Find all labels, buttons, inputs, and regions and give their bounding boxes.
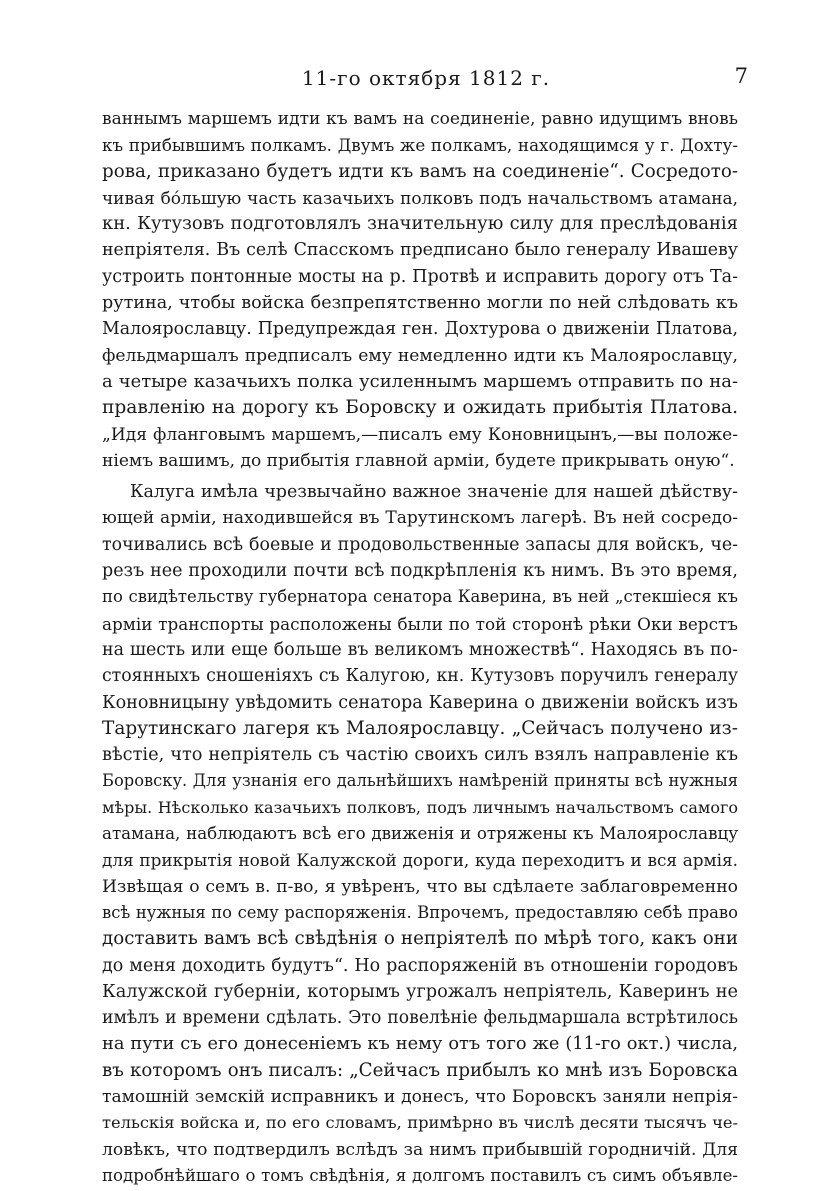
text-line: къ прибывшимъ полкамъ. Двумъ же полкамъ, находящимся у г. Дохту- [102, 135, 738, 156]
text-line: Малоярославцу. Предупреждая ген. Дохтурова о движеніи Платова, [102, 319, 738, 340]
text-line: до меня доходить будутъ“. Но распоряженій въ отношеніи городовъ [102, 955, 738, 976]
text-line: атамана, наблюдаютъ всѣ его движенія и отряжены къ Малоярославцу [102, 824, 738, 844]
text-line: доставить вамъ всѣ свѣдѣнія о непріятелѣ по мѣрѣ того, какъ они [102, 928, 738, 950]
body-text [102, 106, 738, 1189]
text-line: Извѣщая о семъ в. п-во, я увѣренъ, что вы сдѣлаете заблаговременно [102, 876, 738, 897]
text-line: ющей арміи, находившейся въ Тарутинскомъ лагерѣ. Въ ней сосредо- [102, 508, 738, 529]
text-line: фельдмаршалъ предписалъ ему немедленно идти къ Малоярославцу, [102, 345, 738, 366]
text-line: тельскія войска и, по его словамъ, примѣрно въ числѣ десяти тысячъ че- [102, 1113, 738, 1133]
text-line: Боровску. Для узнанія его дальнѣйшихъ намѣреній приняты всѣ нужныя [102, 771, 738, 791]
text-line: ловѣкъ, что подтвердилъ вслѣдъ за нимъ прибывшій городничій. Для [102, 1139, 738, 1160]
text-line: точивались всѣ боевые и продовольственные запасы для войскъ, че- [102, 534, 738, 555]
text-line: по свидѣтельству губернатора сенатора Каверина, въ ней „стекшіеся къ [102, 587, 738, 607]
paragraph-2 [102, 479, 738, 1189]
text-line: всѣ нужныя по сему распоряженія. Впрочемъ, предоставляю себѣ право [102, 902, 738, 922]
paragraph-1 [102, 106, 738, 474]
text-line: непріятеля. Въ селѣ Спасскомъ предписано было генералу Ивашеву [102, 240, 738, 261]
text-line: для прикрытія новой Калужской дороги, куда переходитъ и вся армія. [102, 850, 738, 871]
text-line: ваннымъ маршемъ идти къ вамъ на соединеніе, равно идущимъ вновь [102, 109, 738, 129]
text-line: рова, приказано будетъ идти къ вамъ на соединеніе“. Сосредото- [102, 160, 738, 182]
text-line: на пути съ его донесеніемъ къ нему отъ того же (11-го окт.) числа, [102, 1034, 738, 1055]
text-line: а четыре казачьихъ полка усиленнымъ маршемъ отправить по на- [102, 370, 738, 392]
text-line: арміи транспорты расположены были по той сторонѣ рѣки Оки верстъ [102, 613, 738, 634]
running-title: 11-го октября 1812 г. [301, 66, 551, 90]
text-line: рутина, чтобы войска безпрепятственно могли по ней слѣдовать къ [102, 293, 738, 314]
text-line: тамошній земскій исправникъ и донесъ, что Боровскъ заняли непрія- [102, 1086, 738, 1107]
text-line: правленію на дорогу къ Боровску и ожидать прибытія Платова. [102, 397, 738, 419]
text-line: ніемъ вашимъ, до прибытія главной арміи, будете прикрывать оную“. [102, 450, 735, 471]
text-line: Калуга имѣла чрезвычайно важное значеніе для нашей дѣйству- [130, 482, 738, 503]
text-line: подробнѣйшаго о томъ свѣдѣнія, я долгомъ поставилъ съ симъ объявле- [102, 1165, 738, 1185]
running-head [100, 64, 748, 96]
text-line: кн. Кутузовъ подготовлялъ значительную силу для преслѣдованія [102, 213, 738, 235]
page-number: 7 [734, 64, 748, 88]
text-line: Коновницыну увѣдомить сенатора Каверина о движеніи войскъ изъ [102, 692, 738, 713]
text-line: „Идя фланговымъ маршемъ,—писалъ ему Коновницынъ,—вы положе- [102, 424, 738, 445]
text-line: на шесть или еще больше въ великомъ множествѣ“. Находясь въ по- [102, 639, 738, 660]
text-line: чивая бо́льшую часть казачьихъ полковъ подъ начальствомъ атамана, [102, 187, 738, 208]
text-line: вѣстіе, что непріятель съ частію своихъ силъ взялъ направленіе къ [102, 745, 738, 766]
text-line: мѣры. Нѣсколько казачьихъ полковъ, подъ личнымъ начальствомъ самого [102, 797, 738, 817]
text-line: Калужской губерніи, которымъ угрожалъ непріятель, Каверинъ не [102, 981, 738, 1002]
text-line: Тарутинскаго лагеря къ Малоярославцу. „Сейчасъ получено из- [102, 717, 738, 739]
text-line: устроить понтонные мосты на р. Протвѣ и исправить дорогу отъ Та- [102, 266, 738, 287]
text-line: резъ нее проходили почти всѣ подкрѣпленія къ нимъ. Въ это время, [102, 561, 738, 582]
text-line: въ которомъ онъ писалъ: „Сейчасъ прибылъ ко мнѣ изъ Боровска [102, 1059, 738, 1081]
text-line: имѣлъ и времени сдѣлать. Это повелѣніе фельдмаршала встрѣтилось [102, 1008, 738, 1029]
text-line: стоянныхъ сношеніяхъ съ Калугою, кн. Кутузовъ поручилъ генералу [102, 666, 738, 687]
